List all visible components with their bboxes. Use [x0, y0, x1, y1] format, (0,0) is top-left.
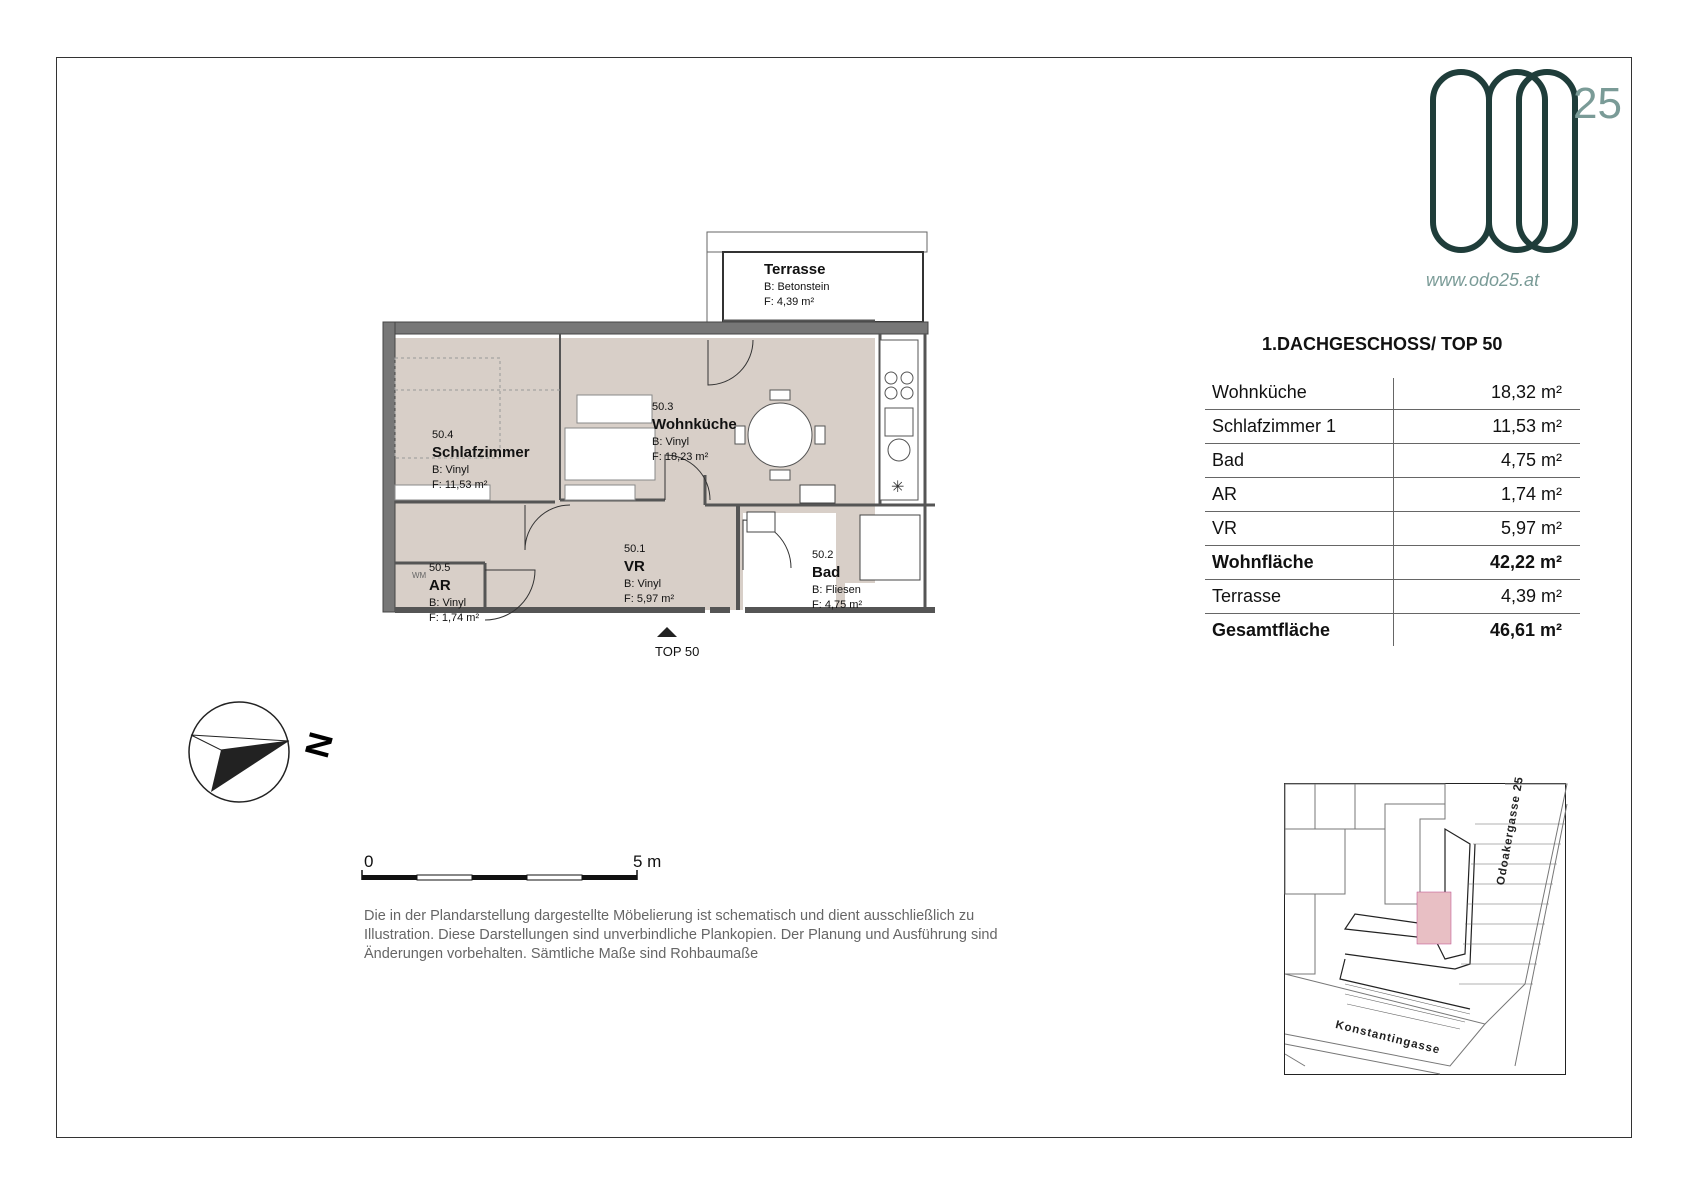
website-url[interactable]: www.odo25.at	[1426, 270, 1540, 290]
area-row	[1205, 444, 1580, 478]
room-label-wohnkueche: 50.3 Wohnküche B: Vinyl F: 18,23 m²	[652, 401, 737, 463]
area-row-total	[1205, 546, 1580, 580]
room-label-vr: 50.1 VR B: Vinyl F: 5,97 m²	[624, 543, 675, 605]
area-row	[1205, 410, 1580, 444]
room-label-bad: 50.2 Bad B: Fliesen F: 4,75 m²	[812, 549, 863, 611]
area-table	[1205, 376, 1580, 647]
area-value: 46,61 m²	[1489, 620, 1562, 640]
scale-bar	[360, 853, 680, 893]
room-label-terrasse: Terrasse B: Betonstein F: 4,39 m²	[764, 261, 830, 309]
area-value: 1,74 m²	[1500, 484, 1562, 504]
area-name: Wohnküche	[1212, 382, 1307, 402]
svg-text:✳: ✳	[891, 479, 905, 496]
entrance-label: TOP 50	[655, 644, 700, 659]
wm-label: WM	[412, 571, 427, 580]
area-name: Bad	[1212, 450, 1245, 470]
logo-number: 25	[1573, 79, 1622, 128]
area-value: 42,22 m²	[1489, 552, 1562, 572]
area-row	[1205, 512, 1580, 546]
table-title: 1.DACHGESCHOSS/ TOP 50	[1262, 334, 1503, 354]
area-value: 18,32 m²	[1490, 382, 1562, 402]
vr-wardrobe	[565, 485, 635, 500]
area-name: Schlafzimmer 1	[1212, 416, 1337, 436]
room-label-ar: 50.5 AR B: Vinyl F: 1,74 m²	[429, 562, 480, 624]
scale-end: 5 m	[633, 852, 662, 871]
odo25-logo	[1425, 72, 1622, 257]
entrance-marker	[657, 627, 677, 637]
room-label-schlafzimmer: 50.4 Schlafzimmer B: Vinyl F: 11,53 m²	[432, 429, 530, 491]
street-label-odoakergasse: Odoakergasse 25	[1495, 775, 1526, 887]
disclaimer-text: Die in der Plandarstellung dargestellte Möbelierung ist schematisch und dient ausschließlich zu Illustration. Diese Darstellungen sind unverbindliche Plankopien. Der Planung und Ausführung sind Änderungen vorbehalten. Sämtliche Maße sind Rohbaumaße	[364, 908, 998, 962]
area-value: 11,53 m²	[1492, 416, 1562, 436]
street-label-konstantingasse: Konstantingasse	[1334, 1019, 1442, 1057]
site-plan-drawing	[1285, 784, 1567, 1076]
unit-highlight	[1417, 892, 1451, 944]
kitchen-counter	[880, 340, 918, 500]
site-plan	[1284, 775, 1566, 1075]
scale-start: 0	[364, 852, 374, 871]
area-name: Terrasse	[1212, 586, 1282, 606]
area-row	[1205, 580, 1580, 614]
area-row-total	[1205, 614, 1580, 647]
area-row	[1205, 376, 1580, 410]
area-name: Wohnfläche	[1212, 552, 1314, 572]
area-value: 4,75 m²	[1500, 450, 1562, 470]
compass-rose	[186, 697, 346, 807]
north-letter: N	[298, 728, 342, 762]
area-name: VR	[1212, 518, 1238, 538]
area-name: AR	[1212, 484, 1238, 504]
area-row	[1205, 478, 1580, 512]
area-name: Gesamtfläche	[1212, 620, 1331, 640]
sofa	[565, 395, 655, 480]
area-value: 4,39 m²	[1500, 586, 1562, 606]
area-value: 5,97 m²	[1500, 518, 1562, 538]
